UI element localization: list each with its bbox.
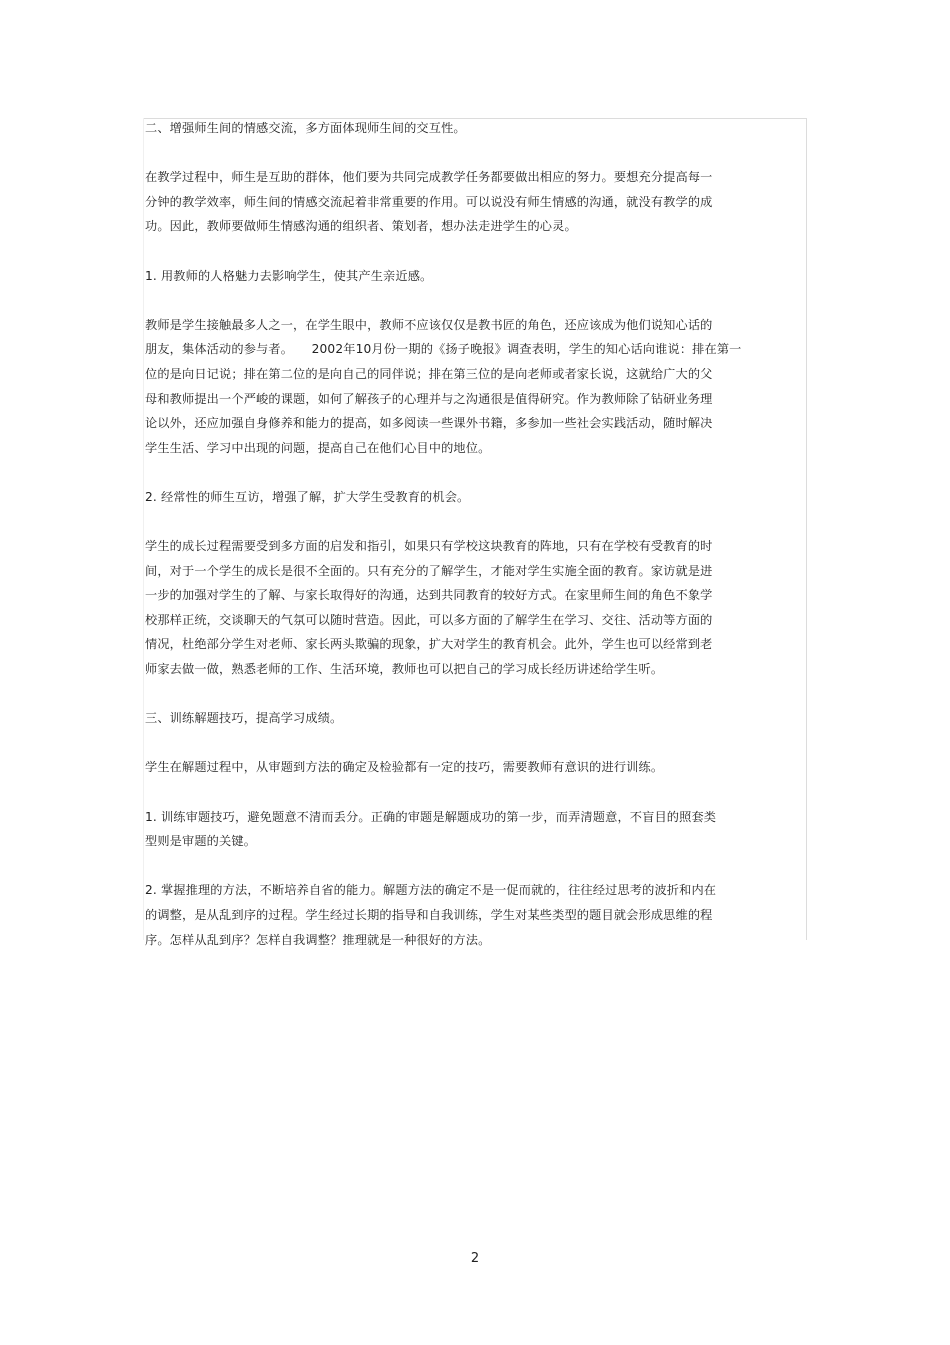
text-line: 在教学过程中，师生是互助的群体，他们要为共同完成教学任务都要做出相应的努力。要想充分提高每一: [145, 170, 713, 185]
text-line: 间，对于一个学生的成长是很不全面的。只有充分的了解学生，才能对学生实施全面的教育。家访就是进: [145, 563, 713, 578]
paragraph: [145, 116, 767, 141]
document-body: [145, 116, 767, 977]
paragraph: [145, 706, 767, 731]
text-line: 一步的加强对学生的了解、与家长取得好的沟通，达到共同教育的较好方式。在家里师生间的角色不象学: [145, 588, 713, 603]
text-line: 师家去做一做，熟悉老师的工作、生活环境，教师也可以把自己的学习成长经历讲述给学生听。: [145, 662, 664, 677]
paragraph: [145, 485, 767, 510]
paragraph: [145, 878, 767, 952]
text-line: 三、训练解题技巧，提高学习成绩。: [145, 711, 343, 726]
text-line: 学生在解题过程中，从审题到方法的确定及检验都有一定的技巧，需要教师有意识的进行训练。: [145, 760, 664, 775]
text-line: 教师是学生接触最多人之一，在学生眼中，教师不应该仅仅是教书匠的角色，还应该成为他们说知心话的: [145, 317, 713, 332]
text-line: 的调整，是从乱到序的过程。学生经过长期的指导和自我训练，学生对某些类型的题目就会形成思维的程: [145, 908, 713, 922]
text-line: 型则是审题的关键。: [145, 834, 257, 849]
text-line: 1. 训练审题技巧，避免题意不清而丢分。正确的审题是解题成功的第一步，而弄清题意，不盲目的照套类: [145, 809, 717, 824]
paragraph: [145, 755, 767, 780]
page-number: 2: [470, 1251, 480, 1266]
paragraph: [145, 165, 767, 239]
text-line: 分钟的教学效率，师生间的情感交流起着非常重要的作用。可以说没有师生情感的沟通，就没有教学的成: [145, 194, 713, 209]
text-line: 功。因此，教师要做师生情感沟通的组织者、策划者，想办法走进学生的心灵。: [145, 219, 577, 234]
paragraph: [145, 313, 767, 461]
text-line: 2. 掌握推理的方法，不断培养自省的能力。解题方法的确定不是一促而就的，往往经过思考的波折和内在: [145, 883, 717, 898]
text-line: 学生生活、学习中出现的问题，提高自己在他们心目中的地位。: [145, 440, 491, 455]
content-frame-right-border: [806, 118, 807, 940]
text-line: 朋友，集体活动的参与者。 2002年10月份一期的《扬子晚报》调查表明，学生的知心话向谁说：排在第一: [145, 342, 742, 357]
content-frame-left-border: [143, 118, 144, 940]
text-line: 二、增强师生间的情感交流，多方面体现师生间的交互性。: [145, 121, 466, 135]
paragraph: [145, 264, 767, 289]
paragraph: [145, 805, 767, 854]
paragraph: [145, 534, 767, 682]
text-line: 母和教师提出一个严峻的课题，如何了解孩子的心理并与之沟通很是值得研究。作为教师除了钻研业务理: [145, 391, 713, 406]
text-line: 学生的成长过程需要受到多方面的启发和指引，如果只有学校这块教育的阵地，只有在学校有受教育的时: [145, 539, 713, 554]
text-line: 论以外，还应加强自身修养和能力的提高，如多阅读一些课外书籍，多参加一些社会实践活动，随时解决: [145, 416, 713, 431]
text-line: 校那样正统，交谈聊天的气氛可以随时营造。因此，可以多方面的了解学生在学习、交往、活动等方面的: [145, 612, 713, 627]
text-line: 序。怎样从乱到序？怎样自我调整？推理就是一种很好的方法。: [145, 932, 491, 947]
text-line: 情况，杜绝部分学生对老师、家长两头欺骗的现象，扩大对学生的教育机会。此外，学生也可以经常到老: [145, 637, 713, 652]
text-line: 位的是向日记说；排在第二位的是向自己的同伴说；排在第三位的是向老师或者家长说，这就给广大的父: [145, 366, 713, 381]
text-line: 1. 用教师的人格魅力去影响学生，使其产生亲近感。: [145, 268, 433, 283]
text-line: 2. 经常性的师生互访，增强了解，扩大学生受教育的机会。: [145, 489, 470, 504]
